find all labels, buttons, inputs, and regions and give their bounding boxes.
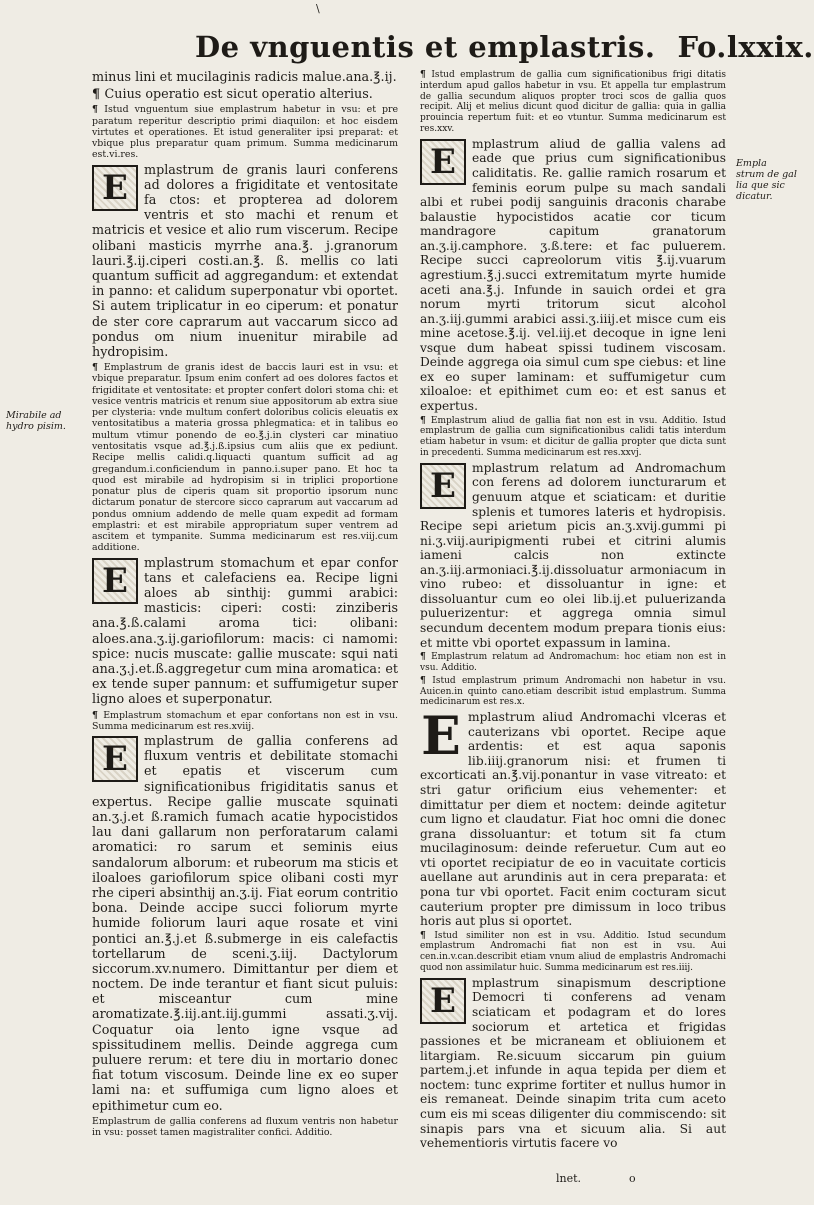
paragraph-text: Emplastrum relatum ad Andromachum: hoc etiam non est in vsu. Additio. <box>420 652 726 673</box>
running-head <box>195 30 814 70</box>
paragraph-text: mplastrum aliud Andromachi vlceras et cauterizans vbi oportet. Recipe aque ardentis: et est aqua saponis lib.iiij.granorum nisi: et frumen ti excorticati an.℥.vij.ponantur in vase vitreato: et stri gatur orificium eius vehementer: et dimittatur per diem et noctem: deinde agitetur cum ligno et claudatur. Fiat hoc omni die donec grana dissoluantur: et totum sit fa ctum mucilaginosum: deinde referuetur. Cum aut eo vti oportet recipiatur de eo in vacuitate corticis auellane aut arundinis aut in cera preparata: et pona tur vbi oportet. Facit enim cocturam sicut cauterium propter pre dimissum in loco tribus horis aut plus si oportet. <box>420 710 726 929</box>
running-head-title: De vnguentis et emplastris. <box>195 30 656 64</box>
paragraph-text: mplastrum aliud de gallia valens ad eade que prius cum significationibus caliditatis. Re. gallie ramich rosarum et feminis eorum pulpe su mach sandali albi et rubei podij sanguinis draconis charabe balaustie hypocistidos acatie cor ticum mandragore capitum granatorum an.ʒ.ij.camphore. ʒ.ß.tere: et fac puluerem. Recipe succi capreolorum vitis ℥.ij.vuarum agrestium.℥.j.succi extremitatum myrte humide aceti ana.℥.j. Infunde in sauich ordei et gra norum myrti tritorum sicut alcohol an.ʒ.iij.gummi arabici assi.ʒ.iiij.et misce cum eis mine acetose.℥.ij. vel.iij.et decoque in igne leni vsque dum habeat spissi tudinem viscosam. Deinde aggrega oia simul cum spe ciebus: et line ex eo super laminam: et suffumigetur cum xiloaloe: et epithimet cum eo: et est sanus et expertus. <box>420 136 726 413</box>
recipe-paragraph <box>420 461 726 650</box>
recipe-paragraph <box>92 556 398 708</box>
commentary-paragraph <box>420 931 726 974</box>
pilcrow-icon: ¶ <box>420 70 432 80</box>
commentary-paragraph <box>420 416 726 459</box>
commentary-paragraph <box>92 710 398 733</box>
decorated-initial: E <box>420 978 466 1024</box>
decorated-initial: E <box>92 165 138 211</box>
pilcrow-icon: ¶ <box>420 675 433 686</box>
recipe-paragraph <box>420 137 726 414</box>
decorated-initial: E <box>420 463 466 509</box>
paragraph-text: Emplastrum de granis idest de baccis lauri est in vsu: et vbique preparatur. Ipsum enim confert ad oes dolores factos et frigiditate et ventositate: et propter confert dolori stoma chi: et vesice ventris matricis et renum siue appositorum ab extra siue per clysteria: vnde multum confert doloribus colicis eleuatis ex ventositatibus a materia grossa phlegmatica: et in talibus eo multum vtimur ponendo de eo.℥.j.in clysteri car minatiuo ventositatis vsque ad.℥.j.ß.ipsius cum aliis que ex pediunt. Recipe mellis calidi.q.liquacti quantum sufficit ad ag gregandum.i.conficiendum in panno.i.super pano. Et hoc ta quod est mirabile ad hydropisim si in triplici proportione ponatur plus de ciperis quam sit proportio ipsorum nunc dictarum ponatur de stercore sicco caprarum aut vaccarum ad pondus omnium addendo de melle quam expedit ad formam emplastri: et est mirabile appropriatum super ventrem ad ascitem et tympanite. Summa medicinarum est res.viij.cum additione. <box>92 362 398 554</box>
pilcrow-icon: ¶ <box>420 652 432 663</box>
commentary-paragraph <box>92 87 398 102</box>
paragraph-text: minus lini et mucilaginis radicis malue.ana.℥.ij. <box>92 70 397 85</box>
pilcrow-icon: ¶ <box>92 709 104 721</box>
signature-mark: o <box>629 1172 636 1185</box>
right-column <box>420 70 726 1153</box>
paragraph-text: mplastrum de granis lauri conferens ad dolores a frigiditate et ventositate fa ctos: et propterea ad dolorem ventris et sto machi et renum et matricis et vesice et alio rum viscerum. Recipe olibani masticis myrrhe ana.℥. j.granorum lauri.℥.ij.ciperi costi.an.℥. ß. mellis co lati quantum sufficit ad aggregandum: et extendat in panno: et calidum superponatur vbi oportet. Si autem triplicatur in eo ciperum: et ponatur de ster core caprarum aut vaccarum sicco ad pondus om nium inuenitur mirabile ad hydropisim. <box>92 162 398 360</box>
decorated-initial: E <box>420 139 466 185</box>
folio-number: Fo.lxxix. <box>677 30 814 64</box>
recipe-paragraph <box>92 163 398 360</box>
page-footer <box>556 1172 636 1185</box>
paragraph-text: Istud similiter non est in vsu. Additio. Istud secundum emplastrum Andromachi fiat non est in vsu. Aui cen.in.v.can.describit etiam vnum aliud de emplastris Andromachi quod non assimilatur huic. Summa medicinarum est res.iiij. <box>420 930 727 974</box>
pilcrow-icon: ¶ <box>420 415 431 426</box>
pilcrow-icon: ¶ <box>92 87 105 103</box>
commentary-paragraph <box>92 104 398 160</box>
paragraph-text: mplastrum relatum ad Andromachum con ferens ad dolorem iuncturarum et genuum atque et sciaticam: et duritie splenis et tumores lateris et hydropisis. Recipe sepi arietum picis an.ʒ.xvij.gummi pi ni.ʒ.viij.auripigmenti rubei et citrini alumis iameni calcis non extincte an.ʒ.iij.armoniaci.℥.ij.dissoluatur armoniacum in vino rubeo: et dissoluantur in igne: et dissoluantur cum eo olei lib.ij.et puluerizanda puluerizentur: et aggrega omnia simul secundum decentem modum prepara tionis eius: et mitte vbi oportet expassum in lamina. <box>420 460 726 650</box>
recipe-paragraph <box>420 976 726 1151</box>
commentary-paragraph <box>92 70 398 85</box>
recipe-paragraph <box>92 734 398 1114</box>
paragraph-text: Emplastrum de gallia conferens ad fluxum ventris non habetur in vsu: posset tamen magistraliter confici. Additio. <box>92 1115 398 1139</box>
paragraph-text: mplastrum stomachum et epar confor tans et calefaciens ea. Recipe ligni aloes ab sinthij: gummi arabici: masticis: ciperi: costi: zinziberis ana.℥.ß.calami aroma tici: olibani: aloes.ana.ʒ.ij.gariofilorum: macis: ci namomi: spice: nucis muscate: gallie muscate: squi nati ana.ʒ.j.et.ß.aggregetur cum mina aromatica: et ex tende super pannum: et suffumigetur super ligno aloes et superponatur. <box>92 555 398 708</box>
paragraph-text: Cuius operatio est sicut operatio alterius. <box>104 87 373 103</box>
pilcrow-icon: ¶ <box>92 104 105 116</box>
commentary-paragraph <box>420 70 726 135</box>
paragraph-text: mplastrum sinapismum descriptione Democri ti conferens ad venam sciaticam et podagram et do lores sociorum et artetica et frigidas passiones et be micraneam et obliuionem et litargiam. Re.sicuum siccarum pin guium partem.j.et infunde in aqua tepida per diem et noctem: tunc exprime fortiter et nullus humor in eis remaneat. Deinde sinapim trita cum aceto cum eis mi sceas diligenter diu commiscendo: sit sinapis pars vna et sicuum alia. Si aut vehementioris virtutis facere vo <box>420 975 726 1151</box>
left-margin-note: Mirabile ad hydro pisim. <box>6 410 66 432</box>
page-mark: \ <box>316 2 320 15</box>
pilcrow-icon: ¶ <box>420 930 435 941</box>
paragraph-text: Istud emplastrum primum Andromachi non habetur in vsu. Auicen.in quinto cano.etiam describit istud emplastrum. Summa medicinarum est res.x. <box>420 675 726 708</box>
paragraph-text: Istud vnguentum siue emplastrum habetur in vsu: et pre paratum reperitur descriptio primi diaquilon: et hoc eisdem virtutes et operationes. Et istud generaliter ipsi preparat: et vbique plus preparatur quam primum. Summa medicinarum est.vi.res. <box>92 104 399 161</box>
decorated-initial: E <box>92 736 138 782</box>
catchword: lnet. <box>556 1172 582 1185</box>
right-margin-note: Empla strum de gal lia que sic dicatur. <box>736 158 797 202</box>
commentary-paragraph <box>92 1116 398 1139</box>
commentary-paragraph <box>420 652 726 674</box>
paragraph-text: mplastrum de gallia conferens ad fluxum ventris et debilitate stomachi et epatis et viscerum cum significationibus frigiditatis sanus et expertus. Recipe gallie muscate squinati an.ʒ.j.et ß.ramich fumach acatie hypocistidos lau dani gallarum non perforatarum calami aromatici: ro sarum et seminis eius sandalorum alborum: et rubeorum ma sticis et iloaloes gariofilorum spice olibani costi myr rhe ciperi absinthij an.ʒ.ij. Fiat eorum contritio bona. Deinde accipe succi foliorum myrte humide foliorum lauri aque rosate et vini pontici an.℥.j.et ß.submerge in eis calefactis tortellarum de sceni.ʒ.iij. Dactylorum siccorum.xv.numero. Dimittantur per diem et noctem. De inde terantur et fiant sicut puluis: et misceantur cum mine aromatizate.℥.iij.ant.iij.gummi assati.ʒ.vij. Coquatur oia lento igne vsque ad spissitudinem mellis. Deinde aggrega cum puluere rerum: et tere diu in mortario donec fiat totum viscosum. Deinde line ex eo super lami na: et suffumiga cum ligno aloes et epithimetur cum eo. <box>92 734 398 1114</box>
recipe-paragraph <box>420 706 726 929</box>
decorated-initial: E <box>421 706 461 768</box>
commentary-paragraph <box>420 676 726 708</box>
paragraph-text: Istud emplastrum de gallia cum significationibus frigi ditatis interdum apud gallos habetur in vsu. Et appella tur emplastrum de gallia secundum aliquos propter troci scos de gallia quos recipit. Alij et melius dicunt quod dicitur de gallia: quia in gallia prouincia repertum fuit: et eo vtuntur. Summa medicinarum est res.xxv. <box>420 70 727 135</box>
decorated-initial: E <box>92 558 138 604</box>
paragraph-text: Emplastrum aliud de gallia fiat non est in vsu. Additio. Istud emplastrum de gallia cum significationibus calidi tatis interdum etiam habetur in vsum: et dicitur de gallia propter que dicta sunt in precedenti. Summa medicinarum est res.xxvj. <box>420 415 727 458</box>
commentary-paragraph <box>92 362 398 554</box>
pilcrow-icon: ¶ <box>92 362 104 374</box>
paragraph-text: Emplastrum stomachum et epar confortans non est in vsu. Summa medicinarum est res.xviij. <box>92 709 398 732</box>
left-column <box>92 70 398 1140</box>
